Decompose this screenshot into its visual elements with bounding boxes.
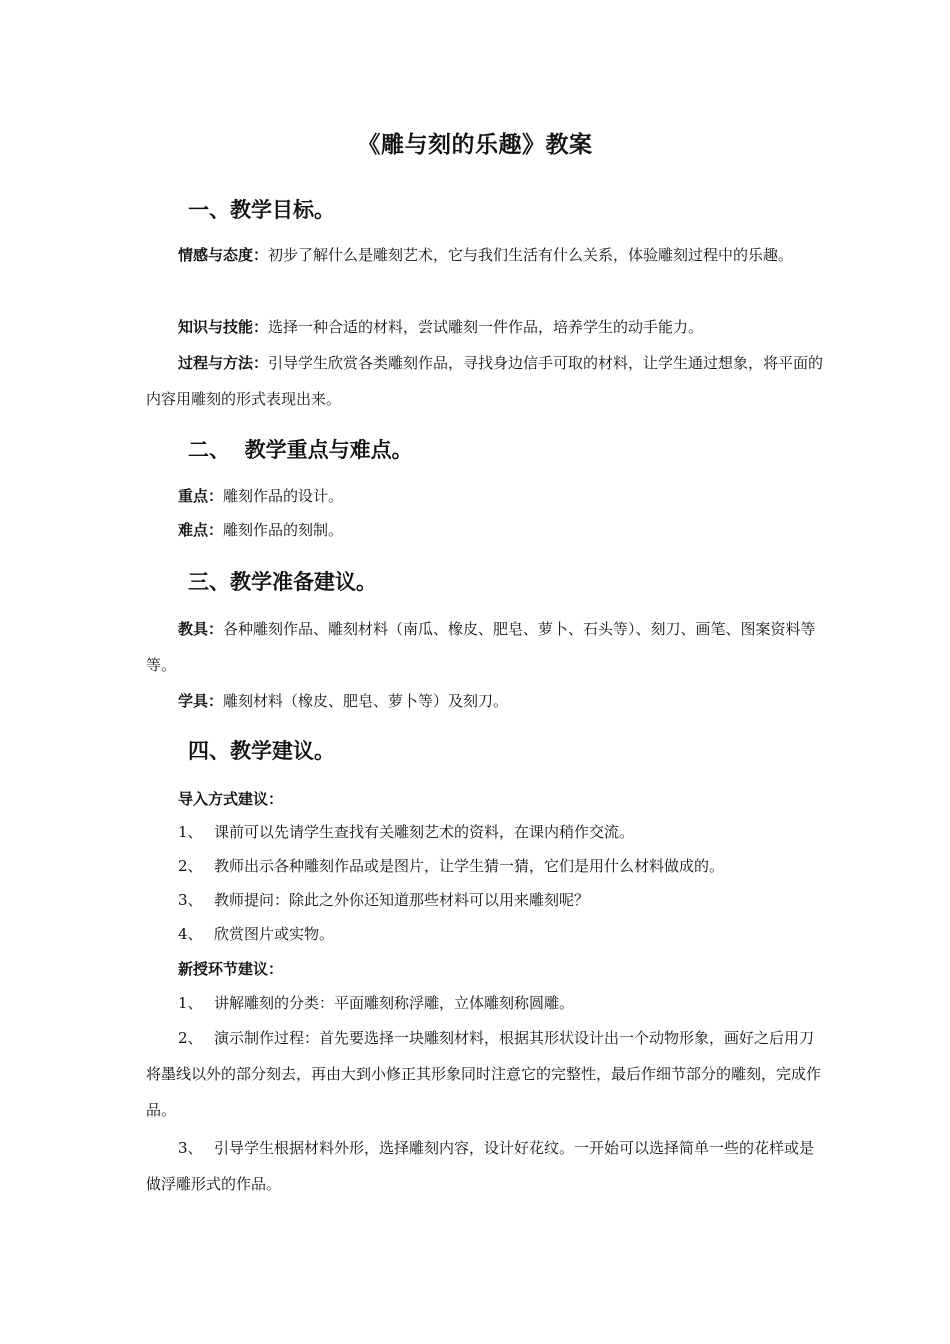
- item-number: 4、: [178, 925, 203, 943]
- item-number: 1、: [178, 994, 203, 1012]
- item-number: 1、: [178, 823, 203, 841]
- new-lesson-item: [146, 1020, 826, 1128]
- label-skill: 知识与技能：: [178, 318, 269, 336]
- item-text: 欣赏图片或实物。: [214, 925, 335, 943]
- section-4-heading: 四、教学建议。: [188, 738, 335, 763]
- intro-item: [146, 882, 826, 918]
- item-text: 教师出示各种雕刻作品或是图片，让学生猜一猜，它们是用什么材料做成的。: [214, 857, 725, 875]
- text-process: 引导学生欣赏各类雕刻作品，寻找身边信手可取的材料，让学生通过想象，将平面的内容用雕刻的形式表现出来。: [146, 354, 824, 408]
- section-1-paragraph-attitude: [146, 237, 826, 273]
- item-text: 演示制作过程：首先要选择一块雕刻材料，根据其形状设计出一个动物形象，画好之后用刀将墨线以外的部分刻去，再由大到小修正其形象同时注意它的完整性，最后作细节部分的雕刻，完成作品。: [146, 1029, 822, 1119]
- item-number: 3、: [178, 891, 203, 909]
- section-3-student-tools: [146, 683, 826, 719]
- section-2-difficulty: [146, 512, 826, 548]
- section-2-key-point: [146, 478, 826, 514]
- section-1-paragraph-skill: [146, 309, 826, 345]
- new-lesson-suggestion-label: 新授环节建议：: [178, 960, 284, 978]
- text-teaching-aids: 各种雕刻作品、雕刻材料（南瓜、橡皮、肥皂、萝卜、石头等）、刻刀、画笔、图案资料等等。: [146, 620, 816, 674]
- intro-item: [146, 848, 826, 884]
- intro-suggestion-label: 导入方式建议：: [178, 790, 284, 808]
- item-text: 教师提问：除此之外你还知道那些材料可以用来雕刻呢？: [214, 891, 590, 909]
- document-title: 《雕与刻的乐趣》教案: [357, 131, 593, 158]
- new-lesson-item: [146, 1130, 826, 1202]
- section-3-teaching-aids: [146, 611, 826, 683]
- item-number: 2、: [178, 1029, 203, 1047]
- text-student-tools: 雕刻材料（橡皮、肥皂、萝卜等）及刻刀。: [223, 692, 509, 710]
- item-text: 引导学生根据材料外形，选择雕刻内容，设计好花纹。一开始可以选择简单一些的花样或是做浮雕形式的作品。: [146, 1139, 815, 1193]
- label-student-tools: 学具：: [178, 692, 224, 710]
- section-3-heading: 三、教学准备建议。: [188, 569, 377, 594]
- new-lesson-item: [146, 985, 826, 1021]
- label-difficulty: 难点：: [178, 521, 224, 539]
- item-number: 2、: [178, 857, 203, 875]
- label-process: 过程与方法：: [178, 354, 269, 372]
- text-key-point: 雕刻作品的设计。: [223, 487, 344, 505]
- text-difficulty: 雕刻作品的刻制。: [223, 521, 344, 539]
- section-1-heading: 一、教学目标。: [188, 197, 335, 222]
- label-key-point: 重点：: [178, 487, 224, 505]
- item-number: 3、: [178, 1139, 203, 1157]
- section-1-paragraph-process: [146, 345, 826, 417]
- label-attitude: 情感与态度：: [178, 246, 269, 264]
- intro-item: [146, 814, 826, 850]
- item-text: 课前可以先请学生查找有关雕刻艺术的资料，在课内稍作交流。: [214, 823, 635, 841]
- text-attitude: 初步了解什么是雕刻艺术，它与我们生活有什么关系，体验雕刻过程中的乐趣。: [268, 246, 794, 264]
- intro-item: [146, 916, 826, 952]
- text-skill: 选择一种合适的材料，尝试雕刻一件作品，培养学生的动手能力。: [268, 318, 704, 336]
- label-teaching-aids: 教具：: [178, 620, 224, 638]
- item-text: 讲解雕刻的分类：平面雕刻称浮雕，立体雕刻称圆雕。: [214, 994, 575, 1012]
- section-2-heading: 二、 教学重点与难点。: [188, 437, 413, 462]
